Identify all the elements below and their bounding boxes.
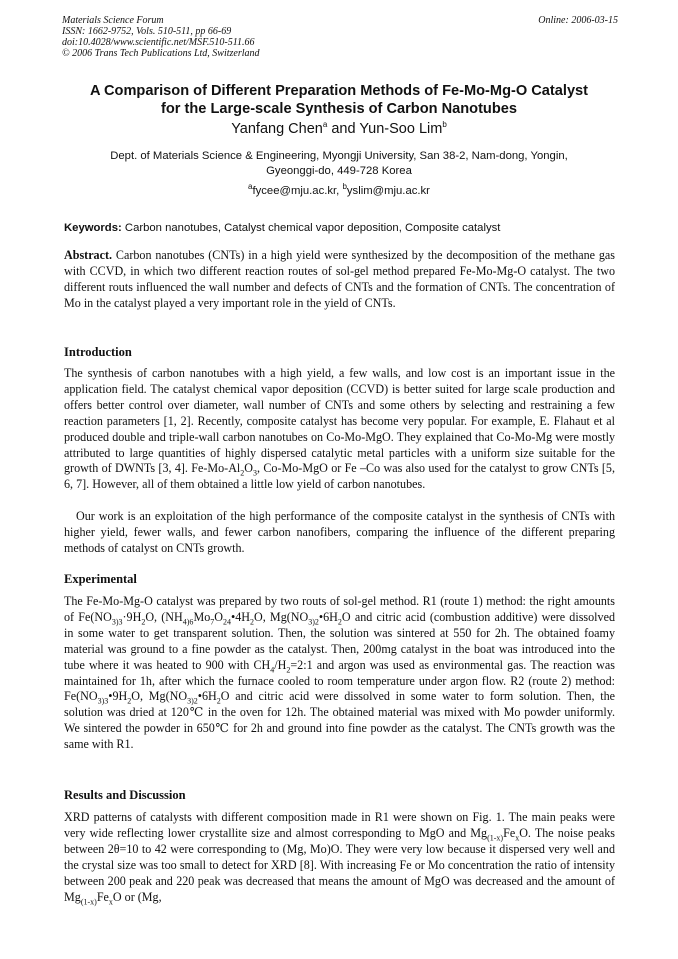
affiliation bbox=[60, 149, 618, 179]
sub: 2 bbox=[240, 468, 245, 478]
sub: 2 bbox=[141, 617, 146, 627]
keywords-label: Keywords: bbox=[64, 222, 122, 234]
res-text-b: Fe bbox=[503, 825, 516, 840]
intro-p2-text: Our work is an exploitation of the high performance of the composite catalyst in the synthesis of CNTs with higher yield, fewer walls, and fewer carbon nanofibers, comparing the influence of the different preparing methods of catalyst on CNTs growth. bbox=[64, 509, 615, 555]
sub: 3)3 bbox=[97, 696, 109, 706]
sub: (1-x) bbox=[487, 833, 504, 843]
authors bbox=[40, 121, 638, 137]
author-and: and bbox=[331, 121, 356, 137]
intro-paragraph-1 bbox=[64, 366, 615, 493]
keywords-text: Carbon nanotubes, Catalyst chemical vapor deposition, Composite catalyst bbox=[124, 222, 501, 234]
journal-header bbox=[62, 15, 618, 59]
sub: 2 bbox=[337, 617, 342, 627]
abstract bbox=[64, 248, 615, 312]
copyright: © 2006 Trans Tech Publications Ltd, Switzerland bbox=[62, 48, 260, 59]
intro-paragraph-2 bbox=[64, 509, 615, 557]
author-2: Yun-Soo Lim bbox=[359, 121, 443, 137]
exp-text-d: Mo bbox=[193, 609, 211, 624]
email-2-mark: b bbox=[342, 182, 347, 192]
sub: 4)6 bbox=[182, 617, 194, 627]
exp-text-k: =2:1 and argon was used as environmental gas. The reaction was maintained for 1h, after which the furnace cooled to room temperature under argon flow. R2 (route 2) method: Fe(NO bbox=[64, 657, 615, 704]
exp-text-f: •4H bbox=[230, 609, 250, 624]
author-2-mark: b bbox=[442, 120, 447, 130]
exp-text-c: O, (NH bbox=[145, 609, 183, 624]
exp-text-g: O, Mg(NO bbox=[254, 609, 309, 624]
keywords bbox=[64, 222, 624, 234]
results-heading: Results and Discussion bbox=[64, 788, 186, 802]
intro-p1-b: , Co-Mo-MgO or Fe –Co was also used for the catalyst to grow CNTs [5, 6, 7]. However, all of them obtained a little low yield of carbon nanotubes. bbox=[64, 461, 615, 492]
exp-text-n: •6H bbox=[197, 689, 217, 704]
exp-text-o: O and citric acid were dissolved in some water to form solution. Then, the solution was dried at 120℃ in the oven for 12h. The obtained material was mixed with Mo powder uniformly. We sintered the powder in 650℃ for 2h and ground into fine powder as the catalyst. The CNTs growth was the same with R1. bbox=[64, 689, 616, 752]
res-text-e: O or (Mg, bbox=[112, 889, 162, 904]
sub: x bbox=[108, 896, 113, 906]
exp-text-h: •6H bbox=[318, 609, 338, 624]
sub: (1-x) bbox=[80, 896, 97, 906]
sub: 3)3 bbox=[111, 617, 123, 627]
sub: 3)2 bbox=[187, 696, 198, 706]
email-1-mark: a bbox=[248, 182, 253, 192]
email-1[interactable]: fycee@mju.ac.kr, bbox=[252, 185, 340, 197]
res-text-a: XRD patterns of catalysts with different composition made in R1 were shown on Fig. 1. The main peaks were very wide reflecting lower crystallite size and almost corresponding to MgO and Mg bbox=[64, 810, 615, 840]
experimental-paragraph bbox=[64, 594, 615, 753]
exp-text-e: O bbox=[214, 609, 223, 624]
paper-title bbox=[40, 82, 638, 118]
affiliation-line-1: Dept. of Materials Science & Engineering, Myongji University, San 38-2, Nam-dong, Yongin, bbox=[110, 150, 568, 162]
doi: doi:10.4028/www.scientific.net/MSF.510-511.66 bbox=[62, 37, 255, 48]
exp-text-a: The Fe-Mo-Mg-O catalyst was prepared by two routs of sol-gel method. R1 (route 1) method: the right amounts of Fe(NO bbox=[64, 594, 615, 624]
results-paragraph bbox=[64, 810, 615, 905]
emails bbox=[40, 182, 638, 197]
exp-text-j: /H bbox=[274, 657, 287, 672]
sub: 7 bbox=[210, 617, 215, 627]
sub: 4 bbox=[270, 665, 275, 675]
title-line-1: A Comparison of Different Preparation Methods of Fe-Mo-Mg-O Catalyst bbox=[89, 83, 589, 99]
exp-text-m: O, Mg(NO bbox=[131, 689, 188, 704]
res-text-d: Fe bbox=[96, 889, 109, 904]
sub: 2 bbox=[250, 617, 254, 627]
abstract-label: Abstract. bbox=[64, 248, 113, 262]
affiliation-line-2: Gyeonggi-do, 449-728 Korea bbox=[266, 165, 412, 177]
res-text-c: O. The noise peaks between 2θ=10 to 42 were corresponding to (Mg, Mo)O. They were very low because it dispersed very well and the crystal size was too small to detect for XRD [8]. With increasing Fe or Mo concentration the ratio of intensity between 200 peak and 220 peak was decreased that means the amount of MgO was decreased and the amount of Mg bbox=[64, 825, 615, 904]
sub: 3)2 bbox=[308, 617, 319, 627]
intro-p1-a: O bbox=[244, 461, 254, 476]
sub: 24 bbox=[222, 617, 231, 627]
abstract-text: Carbon nanotubes (CNTs) in a high yield were synthesized by the decomposition of the methane gas with CCVD, in which two different reaction routes of sol-gel method prepared Fe-Mo-Mg-O catalyst. The two different routs influenced the wall number and defects of CNTs and the formation of CNTs. The concentration of Mo in the catalyst played a very important role in the yield of CNTs. bbox=[64, 248, 616, 310]
author-1: Yanfang Chen bbox=[231, 121, 323, 137]
sub: 3 bbox=[253, 468, 258, 478]
sub: 2 bbox=[286, 665, 291, 675]
sub: x bbox=[515, 833, 520, 843]
sub: 2 bbox=[216, 696, 221, 706]
exp-text-l: •9H bbox=[108, 689, 128, 704]
exp-text-b: ·9H bbox=[122, 609, 142, 624]
intro-heading: Introduction bbox=[64, 345, 132, 359]
journal-name: Materials Science Forum bbox=[62, 15, 164, 26]
experimental-heading: Experimental bbox=[64, 572, 137, 586]
online-date: Online: 2006-03-15 bbox=[538, 15, 618, 26]
sub: 2 bbox=[127, 696, 132, 706]
issn: ISSN: 1662-9752, Vols. 510-511, pp 66-69 bbox=[62, 26, 232, 37]
email-2[interactable]: yslim@mju.ac.kr bbox=[346, 185, 430, 197]
intro-p1-text: The synthesis of carbon nanotubes with a high yield, a few walls, and low cost is an important issue in the application field. The catalyst chemical vapor deposition (CCVD) is better suited for large scale production and offers better control over diameter, wall number of CNTs and some others by selecting and restraining a few reaction parameters [1, 2]. Recently, composite catalyst has become very popular. For example, E. Flahaut et al produced double and triple-wall carbon nanotubes on Co-Mo-MgO. They explained that Co-Mo-Mg were mostly attributed to large quantities of highly dispersed catalytic metal particles with a uniform size suitable for the growth of DWNTs [3, 4]. Fe-Mo-Al bbox=[64, 366, 615, 476]
exp-text-i: O and citric acid (combustion additive) were dissolved in some water to get transparent solution. Then, the solution was sintered at 550 for 2h. The obtained foamy material was ground to a fine powder as the catalyst. Then, 200mg catalyst in the boat was introduced into the tube where it was heated to 900 with CH bbox=[64, 609, 615, 672]
title-line-2: for the Large-scale Synthesis of Carbon Nanotubes bbox=[161, 101, 517, 117]
author-1-mark: a bbox=[322, 120, 328, 130]
